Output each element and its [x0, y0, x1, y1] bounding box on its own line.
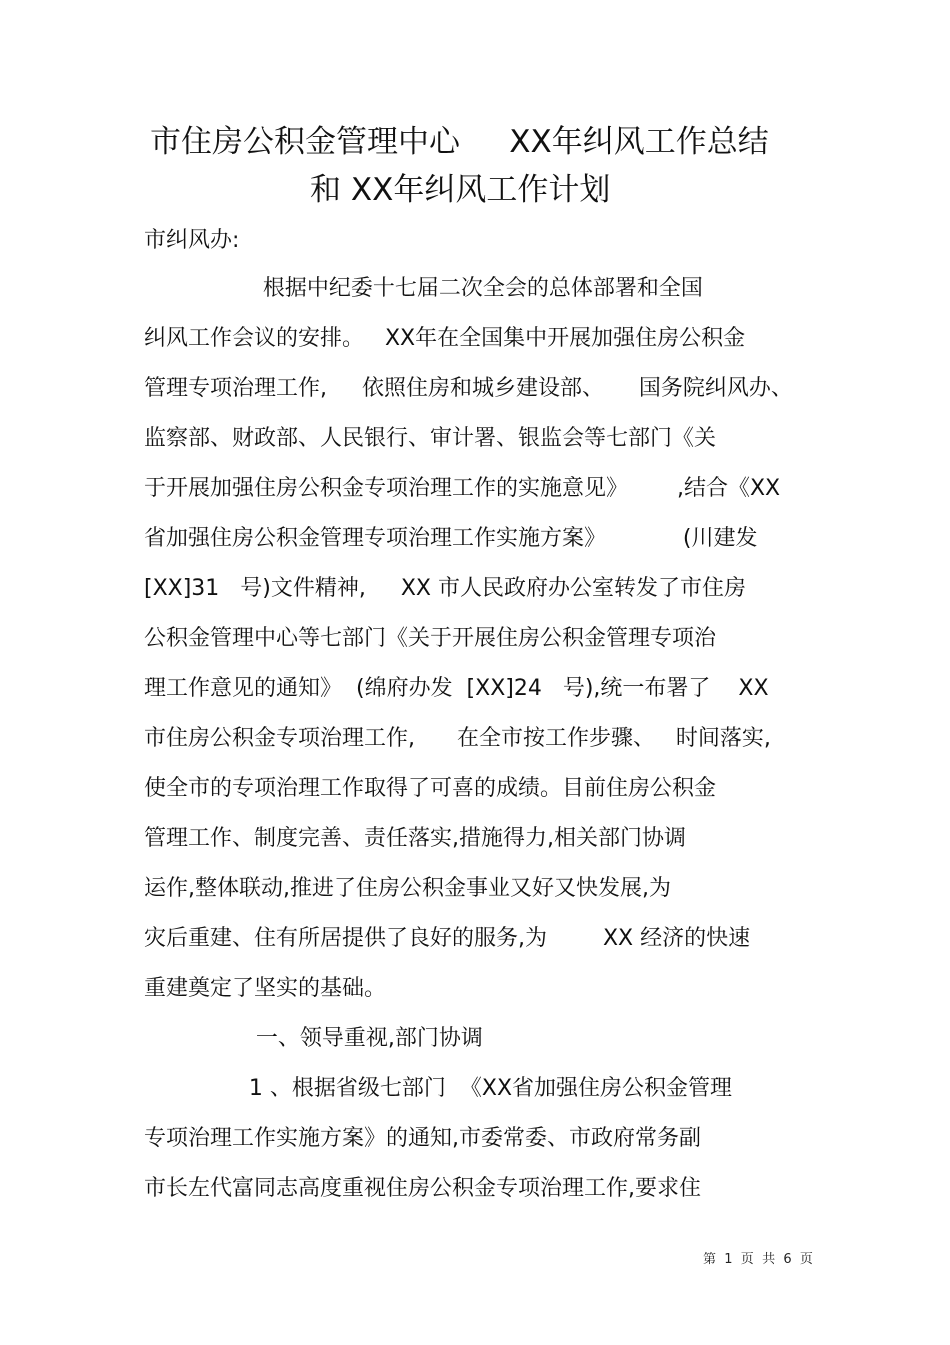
- body-line: 市住房公积金专项治理工作, 在全市按工作步骤、 时间落实,: [144, 726, 771, 751]
- salutation: 市纠风办:: [144, 228, 240, 253]
- body-line: 管理专项治理工作, 依照住房和城乡建设部、 国务院纠风办、: [144, 376, 793, 401]
- body-line: 纠风工作会议的安排。 XX年在全国集中开展加强住房公积金: [144, 326, 746, 351]
- document-title-line-2: 和 XX年纠风工作计划: [310, 172, 611, 208]
- page-number-footer: 第 1 页 共 6 页: [703, 1252, 813, 1267]
- body-line: 省加强住房公积金管理专项治理工作实施方案》 (川建发: [144, 526, 758, 551]
- body-line: [XX]31 号)文件精神, XX 市人民政府办公室转发了市住房: [144, 576, 746, 601]
- body-line: 专项治理工作实施方案》的通知,市委常委、市政府常务副: [144, 1126, 701, 1151]
- body-line: 使全市的专项治理工作取得了可喜的成绩。目前住房公积金: [144, 776, 717, 801]
- body-line: 根据中纪委十七届二次全会的总体部署和全国: [144, 276, 703, 301]
- body-line: 监察部、财政部、人民银行、审计署、银监会等七部门《关: [144, 426, 717, 451]
- body-line: 于开展加强住房公积金专项治理工作的实施意见》 ,结合《XX: [144, 476, 781, 501]
- body-line: 重建奠定了坚实的基础。: [144, 976, 387, 1001]
- document-title-line-1: 市住房公积金管理中心 XX年纠风工作总结: [150, 124, 769, 160]
- body-line: 1 、根据省级七部门 《XX省加强住房公积金管理: [144, 1076, 733, 1101]
- body-line: 市长左代富同志高度重视住房公积金专项治理工作,要求住: [144, 1176, 701, 1201]
- body-line: 公积金管理中心等七部门《关于开展住房公积金管理专项治: [144, 626, 717, 651]
- section-heading: 一、领导重视,部门协调: [144, 1026, 483, 1051]
- body-line: 理工作意见的通知》 (绵府办发 [XX]24 号),统一布署了 XX: [144, 676, 769, 701]
- body-line: 灾后重建、住有所居提供了良好的服务,为 XX 经济的快速: [144, 926, 751, 951]
- body-line: 管理工作、制度完善、责任落实,措施得力,相关部门协调: [144, 826, 686, 851]
- body-line: 运作,整体联动,推进了住房公积金事业又好又快发展,为: [144, 876, 671, 901]
